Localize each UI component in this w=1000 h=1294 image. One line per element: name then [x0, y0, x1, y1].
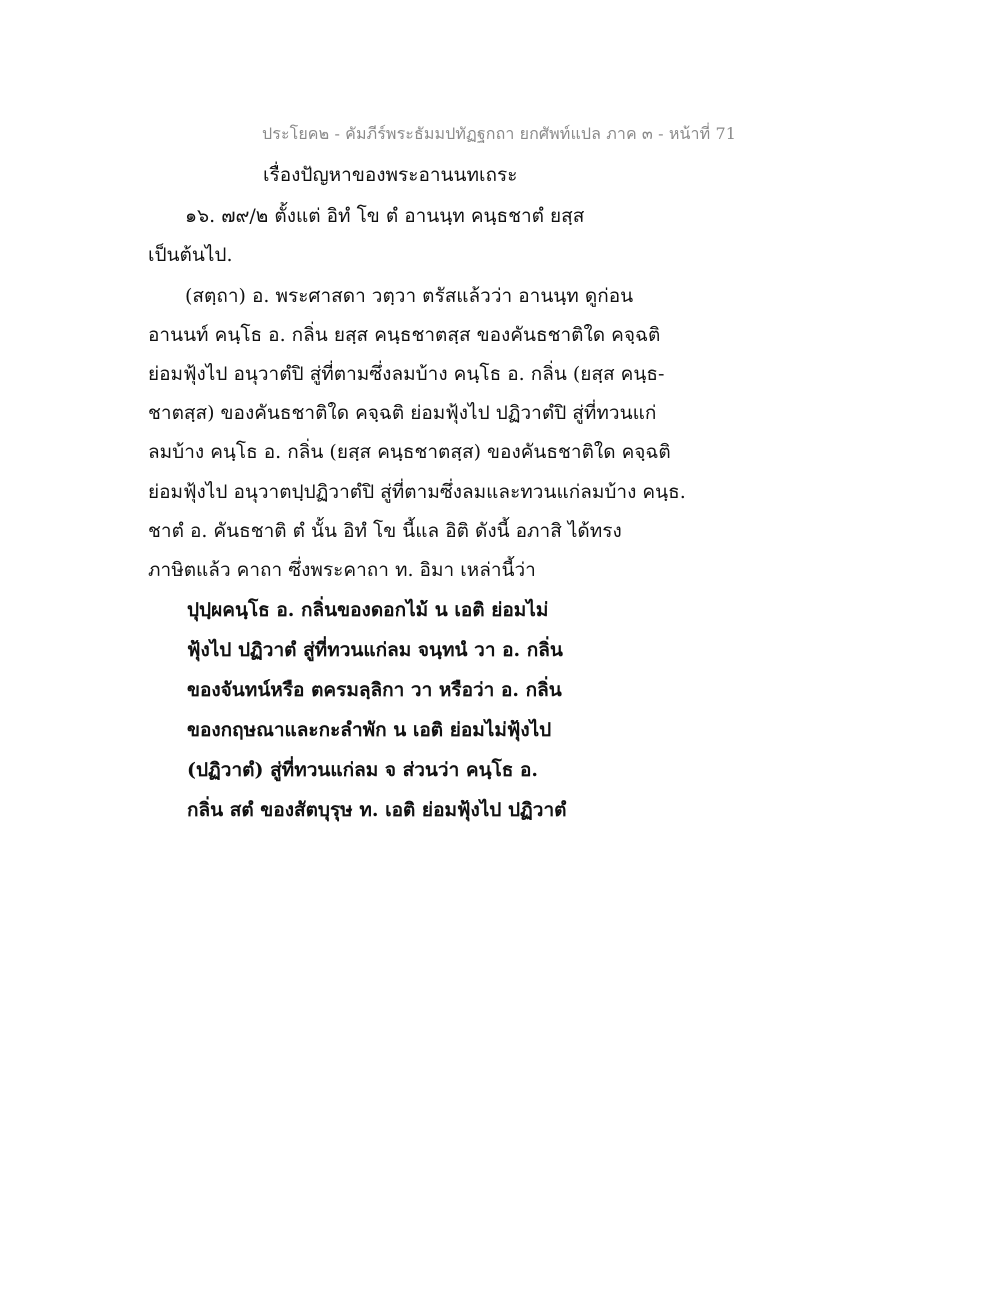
paragraph-2-line-8: ภาษิตแล้ว คาถา ซึ่งพระคาถา ท. อิมา เหล่านี้ว่า: [148, 559, 536, 581]
paragraph-2-line-6: ย่อมฟุ้งไป อนุวาตปฺปฏิวาตํปิ สู่ที่ตามซึ่งลมและทวนแก่ลมบ้าง คนฺธ.: [148, 481, 686, 503]
paragraph-2-line-2: อานนท์ คนฺโธ อ. กลิ่น ยสฺส คนฺธชาตสฺส ของคันธชาติใด คจฺฉติ: [148, 324, 661, 346]
page-header: ประโยค๒ - คัมภีร์พระธัมมปทัฏฐกถา ยกศัพท์แปล ภาค ๓ - หน้าที่ 71: [262, 124, 737, 143]
verse-line-6: กลิ่น สตํ ของสัตบุรุษ ท. เอติ ย่อมฟุ้งไป ปฏิวาตํ: [187, 799, 567, 821]
verse-line-1: ปุปฺผคนฺโธ อ. กลิ่นของดอกไม้ น เอติ ย่อมไม่: [187, 599, 549, 621]
paragraph-2-line-7: ชาตํ อ. คันธชาติ ตํ นั้น อิทํ โข นี้แล อิติ ดังนี้ อภาสิ ได้ทรง: [148, 520, 622, 542]
verse-line-5: (ปฏิวาตํ) สู่ที่ทวนแก่ลม จ ส่วนว่า คนฺโธ อ.: [187, 759, 539, 781]
verse-line-4: ของกฤษณาและกะลำพัก น เอติ ย่อมไม่ฟุ้งไป: [187, 719, 552, 741]
paragraph-2-line-3: ย่อมฟุ้งไป อนุวาตํปิ สู่ที่ตามซึ่งลมบ้าง คนฺโธ อ. กลิ่น (ยสฺส คนฺธ-: [148, 363, 665, 385]
story-title: เรื่องปัญหาของพระอานนทเถระ: [263, 164, 518, 186]
verse-line-3: ของจันทน์หรือ ตครมลฺลิกา วา หรือว่า อ. กลิ่น: [187, 679, 562, 701]
paragraph-1-line-1: ๑๖. ๗๙/๒ ตั้งแต่ อิทํ โข ตํ อานนฺท คนฺธชาตํ ยสฺส: [185, 205, 585, 227]
paragraph-2-line-5: ลมบ้าง คนฺโธ อ. กลิ่น (ยสฺส คนฺธชาตสฺส) ของคันธชาติใด คจฺฉติ: [148, 441, 671, 463]
paragraph-1-line-2: เป็นต้นไป.: [148, 244, 233, 266]
verse-line-2: ฟุ้งไป ปฏิวาตํ สู่ที่ทวนแก่ลม จนฺทนํ วา อ. กลิ่น: [187, 639, 563, 661]
paragraph-2-line-4: ชาตสฺส) ของคันธชาติใด คจฺฉติ ย่อมฟุ้งไป ปฏิวาตํปิ สู่ที่ทวนแก่: [148, 402, 657, 424]
paragraph-2-line-1: (สตฺถา) อ. พระศาสดา วตฺวา ตรัสแล้วว่า อานนฺท ดูก่อน: [185, 285, 634, 307]
